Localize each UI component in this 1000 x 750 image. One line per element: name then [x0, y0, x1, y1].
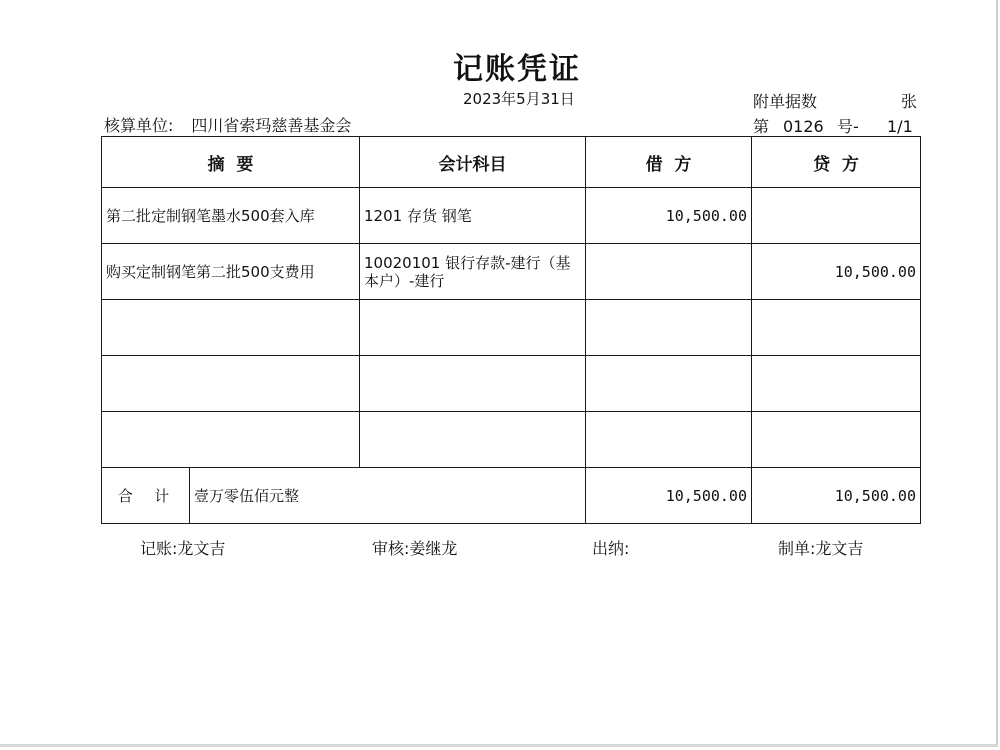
header-summary: 摘 要	[102, 137, 360, 188]
reviewer-name: 姜继龙	[409, 539, 458, 558]
row-account: 10020101 银行存款-建行（基本户）-建行	[360, 244, 586, 300]
row-debit: 10,500.00	[586, 188, 752, 244]
reviewer-label: 审核:	[372, 539, 410, 558]
table-row	[102, 188, 921, 244]
row-account	[360, 300, 586, 356]
row-credit	[752, 412, 921, 468]
voucher-number-prefix: 第	[753, 117, 770, 136]
row-account	[360, 412, 586, 468]
bookkeeper-label: 记账:	[140, 539, 178, 558]
attachments-unit: 张	[901, 92, 918, 111]
attachments-label: 附单据数	[753, 92, 818, 111]
accounting-unit-name: 四川省索玛慈善基金会	[191, 116, 352, 135]
table-row	[102, 300, 921, 356]
preparer-label: 制单:	[778, 539, 816, 558]
table-header-row	[102, 137, 921, 188]
total-credit: 10,500.00	[752, 468, 921, 524]
voucher-date: 2023年5月31日	[463, 90, 575, 108]
voucher-number	[753, 114, 913, 137]
table-row	[102, 356, 921, 412]
row-credit	[752, 188, 921, 244]
bookkeeper-name: 龙文吉	[177, 539, 226, 558]
cashier-label: 出纳:	[592, 539, 630, 558]
voucher-title: 记账凭证	[453, 52, 581, 87]
voucher-number-value: 0126	[783, 117, 824, 136]
row-summary	[102, 300, 360, 356]
row-summary	[102, 356, 360, 412]
accounting-unit-label: 核算单位:	[104, 116, 174, 135]
total-row	[102, 468, 921, 524]
table-row	[102, 412, 921, 468]
row-summary: 第二批定制钢笔墨水500套入库	[102, 188, 360, 244]
cashier-signature	[592, 536, 629, 559]
header-account: 会计科目	[360, 137, 586, 188]
table-row	[102, 244, 921, 300]
preparer-name: 龙文吉	[815, 539, 864, 558]
reviewer-signature	[372, 536, 457, 559]
accounting-unit	[104, 113, 351, 136]
bookkeeper-signature	[140, 536, 225, 559]
total-amount-words: 壹万零伍佰元整	[190, 468, 586, 524]
row-debit	[586, 356, 752, 412]
row-debit	[586, 412, 752, 468]
row-credit	[752, 300, 921, 356]
header-credit: 贷 方	[752, 137, 921, 188]
row-account: 1201 存货 钢笔	[360, 188, 586, 244]
row-summary: 购买定制钢笔第二批500支费用	[102, 244, 360, 300]
voucher-number-suffix: 号-	[837, 117, 859, 136]
row-credit: 10,500.00	[752, 244, 921, 300]
total-debit: 10,500.00	[586, 468, 752, 524]
voucher-table	[101, 136, 921, 524]
row-summary	[102, 412, 360, 468]
row-debit	[586, 244, 752, 300]
row-debit	[586, 300, 752, 356]
total-label: 合 计	[102, 468, 190, 524]
row-credit	[752, 356, 921, 412]
voucher-page: 1/1	[887, 117, 913, 136]
preparer-signature	[778, 536, 863, 559]
header-debit: 借 方	[586, 137, 752, 188]
row-account	[360, 356, 586, 412]
